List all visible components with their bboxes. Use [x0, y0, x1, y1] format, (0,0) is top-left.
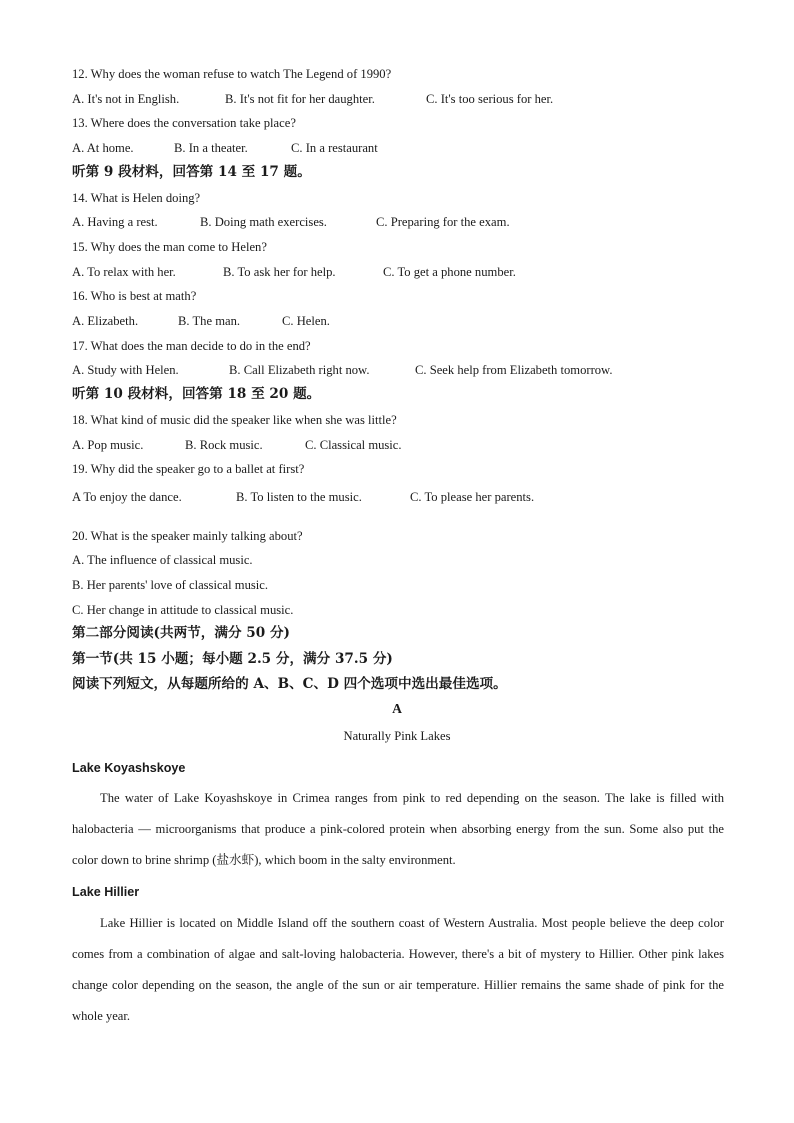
option-19a: A To enjoy the dance. — [72, 490, 182, 504]
section-listen-9: 听第 9 段材料，回答第 14 至 17 题。 — [72, 164, 311, 180]
option-17c: C. Seek help from Elizabeth tomorrow. — [415, 363, 613, 377]
option-16a: A. Elizabeth. — [72, 314, 139, 328]
lake-koyashskoye-title: Lake Koyashskoye — [72, 761, 186, 775]
option-13a: A. At home. — [72, 141, 134, 155]
question-19: 19. Why did the speaker go to a ballet at first? — [72, 462, 305, 476]
question-17: 17. What does the man decide to do in the end? — [72, 339, 311, 353]
option-16b: B. The man. — [178, 314, 241, 328]
section-listen-10: 听第 10 段材料，回答第 18 至 20 题。 — [72, 386, 321, 402]
option-20a: A. The influence of classical music. — [72, 553, 253, 567]
options-19 — [72, 489, 534, 505]
question-16: 16. Who is best at math? — [72, 289, 197, 303]
options-18 — [72, 437, 402, 453]
options-12 — [72, 91, 553, 107]
question-20: 20. What is the speaker mainly talking about? — [72, 529, 303, 543]
reading-instruction: 阅读下列短文，从每题所给的 A、B、C、D 四个选项中选出最佳选项。 — [72, 676, 507, 692]
option-13c: C. In a restaurant — [291, 141, 378, 155]
option-14c: C. Preparing for the exam. — [376, 215, 510, 229]
lake-hillier-text: Lake Hillier is located on Middle Island off the southern coast of Western Australia. Most people believe the deep color comes from a combination of algae and salt-loving halobacteria. However, there's a bit of mystery to Hillier. Other pink lakes change color depending on the season, the angle of the sun or air temperature. Hillier remains the same shade of pink for the whole year. — [72, 916, 724, 1023]
options-15 — [72, 264, 516, 280]
options-17 — [72, 362, 612, 378]
option-18a: A. Pop music. — [72, 438, 144, 452]
option-16c: C. Helen. — [282, 314, 330, 328]
option-19b: B. To listen to the music. — [236, 490, 362, 504]
option-12a: A. It's not in English. — [72, 92, 180, 106]
options-14 — [72, 214, 510, 230]
option-15b: B. To ask her for help. — [223, 265, 336, 279]
option-12c: C. It's too serious for her. — [426, 92, 554, 106]
passage-title: Naturally Pink Lakes — [343, 729, 451, 743]
option-20c: C. Her change in attitude to classical music. — [72, 603, 294, 617]
option-14a: A. Having a rest. — [72, 215, 158, 229]
options-13 — [72, 140, 378, 156]
option-20b: B. Her parents' love of classical music. — [72, 578, 269, 592]
option-18c: C. Classical music. — [305, 438, 402, 452]
passage-letter: A — [392, 701, 402, 716]
lake-koyashskoye-text: The water of Lake Koyashskoye in Crimea ranges from pink to red depending on the season. The lake is filled with halobacteria — microorganisms that produce a pink-colored protein when absorbing energy from the sun. Some also put the color down to brine shrimp (盐水虾), which boom in the salty environment. — [72, 791, 724, 867]
option-15a: A. To relax with her. — [72, 265, 176, 279]
option-14b: B. Doing math exercises. — [200, 215, 327, 229]
option-18b: B. Rock music. — [185, 438, 263, 452]
option-17a: A. Study with Helen. — [72, 363, 179, 377]
option-13b: B. In a theater. — [174, 141, 248, 155]
part2-section1-heading: 第一节(共 15 小题；每小题 2.5 分，满分 37.5 分) — [72, 651, 393, 667]
part2-heading: 第二部分阅读(共两节，满分 50 分) — [72, 625, 290, 641]
option-12b: B. It's not fit for her daughter. — [225, 92, 375, 106]
option-19c: C. To please her parents. — [410, 490, 535, 504]
question-14: 14. What is Helen doing? — [72, 191, 201, 205]
question-15: 15. Why does the man come to Helen? — [72, 240, 267, 254]
option-17b: B. Call Elizabeth right now. — [229, 363, 370, 377]
question-18: 18. What kind of music did the speaker like when she was little? — [72, 413, 397, 427]
question-12: 12. Why does the woman refuse to watch The Legend of 1990? — [72, 67, 392, 81]
question-13: 13. Where does the conversation take place? — [72, 116, 296, 130]
options-16 — [72, 313, 330, 329]
lake-hillier-title: Lake Hillier — [72, 885, 140, 899]
option-15c: C. To get a phone number. — [383, 265, 516, 279]
